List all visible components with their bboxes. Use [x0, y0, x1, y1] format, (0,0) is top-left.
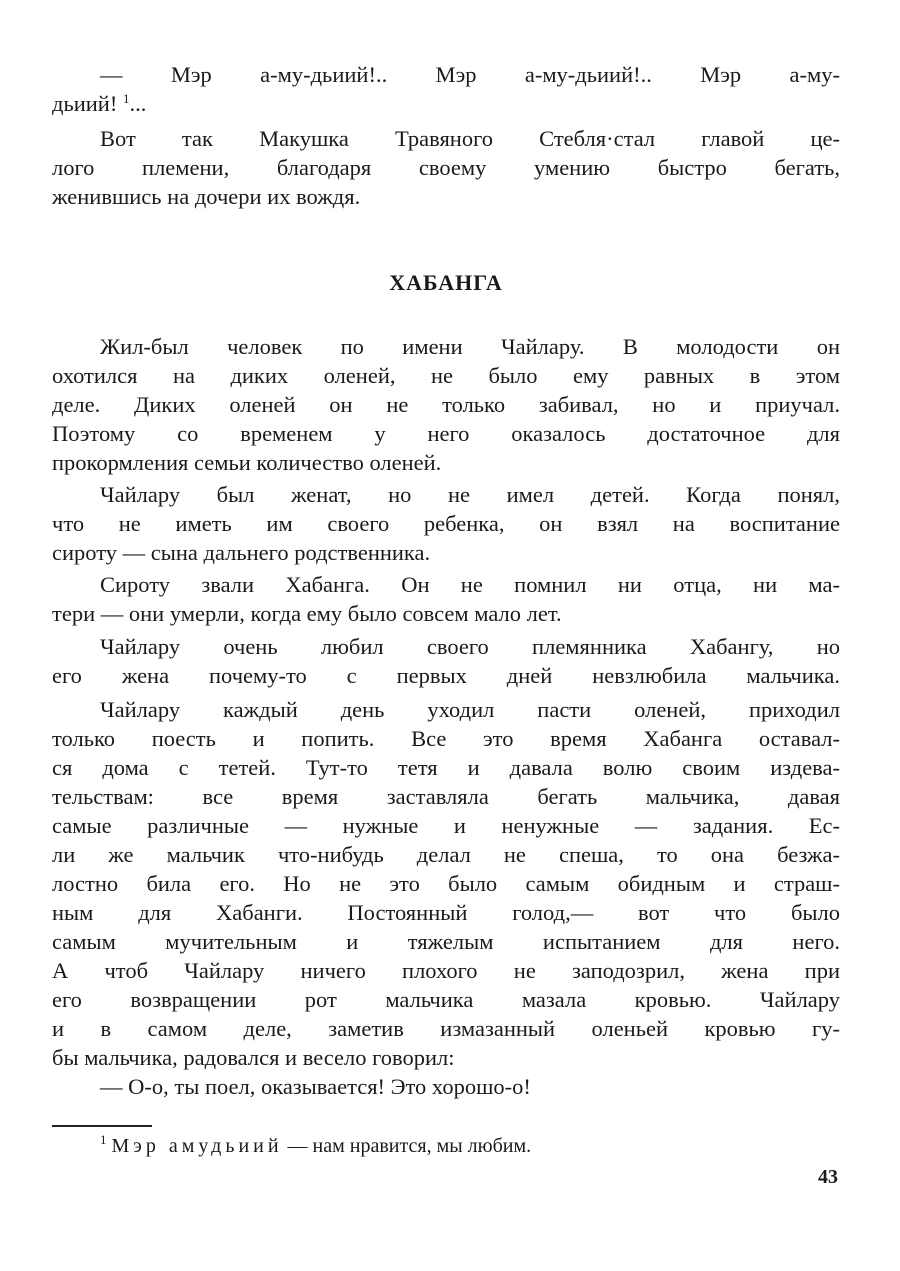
- text-line: Жил-был человек по имени Чайлару. В молодости он: [100, 334, 840, 359]
- text-line: сироту — сына дальнего родственника.: [52, 540, 431, 565]
- text-line: лостно била его. Но не это было самым обидным и страш-: [52, 871, 840, 896]
- text-line: А чтоб Чайлару ничего плохого не заподозрил, жена при: [52, 958, 840, 983]
- text-line: Поэтому со временем у него оказалось достаточное для: [52, 421, 840, 446]
- text-line: ли же мальчик что-нибудь делал не спеша, то она безжа-: [52, 842, 840, 867]
- footnote-marker: 1: [100, 1132, 107, 1147]
- footnote-divider: [52, 1125, 152, 1127]
- text-line: прокормления семьи количество оленей.: [52, 450, 442, 475]
- text-line: деле. Диких оленей он не только забивал, но и приучал.: [52, 392, 840, 417]
- text-line: — О-о, ты поел, оказывается! Это хорошо-о!: [100, 1074, 531, 1099]
- text-line: [52, 89, 146, 118]
- footnote-term: Мэр амудьиий: [111, 1135, 283, 1157]
- text-line: Чайлару каждый день уходил пасти оленей, приходил: [100, 697, 840, 722]
- text-line: женившись на дочери их вождя.: [52, 184, 361, 209]
- text-line: тери — они умерли, когда ему было совсем мало лет.: [52, 601, 562, 626]
- text-line: лого племени, благодаря своему умению быстро бегать,: [52, 155, 840, 180]
- text-line: Вот так Макушка Травяного Стебля·стал главой це-: [100, 126, 840, 151]
- footnote-marker: 1: [122, 91, 130, 106]
- footnote-definition: — нам нравится, мы любим.: [282, 1135, 532, 1157]
- text-line: охотился на диких оленей, не было ему равных в этом: [52, 363, 840, 388]
- text-line: самые различные — нужные и ненужные — задания. Ес-: [52, 813, 840, 838]
- text-line: ным для Хабанги. Постоянный голод,— вот что было: [52, 900, 840, 925]
- text-line: только поесть и попить. Все это время Хабанга оставал-: [52, 726, 840, 751]
- footnote: [100, 1132, 532, 1158]
- text-line: Сироту звали Хабанга. Он не помнил ни отца, ни ма-: [100, 572, 840, 597]
- text-line: бы мальчика, радовался и весело говорил:: [52, 1045, 455, 1070]
- text-line: его возвращении рот мальчика мазала кровью. Чайлару: [52, 987, 840, 1012]
- text-line: его жена почему-то с первых дней невзлюбила мальчика.: [52, 663, 840, 688]
- text-line: и в самом деле, заметив измазанный оленьей кровью гу-: [52, 1016, 840, 1041]
- text-fragment: ...: [129, 91, 147, 116]
- text-line: — Мэр а-му-дьиий!.. Мэр а-му-дьиий!.. Мэр а-му-: [100, 62, 840, 87]
- story-title: ХАБАНГА: [389, 270, 503, 295]
- text-line: что не иметь им своего ребенка, он взял на воспитание: [52, 511, 840, 536]
- text-line: ся дома с тетей. Тут-то тетя и давала волю своим издева-: [52, 755, 840, 780]
- text-line: Чайлару был женат, но не имел детей. Когда понял,: [100, 482, 840, 507]
- text-fragment: дьиий!: [52, 91, 118, 116]
- page-number: 43: [818, 1166, 838, 1188]
- text-line: самым мучительным и тяжелым испытанием для него.: [52, 929, 840, 954]
- text-line: Чайлару очень любил своего племянника Хабангу, но: [100, 634, 840, 659]
- text-line: тельствам: все время заставляла бегать мальчика, давая: [52, 784, 840, 809]
